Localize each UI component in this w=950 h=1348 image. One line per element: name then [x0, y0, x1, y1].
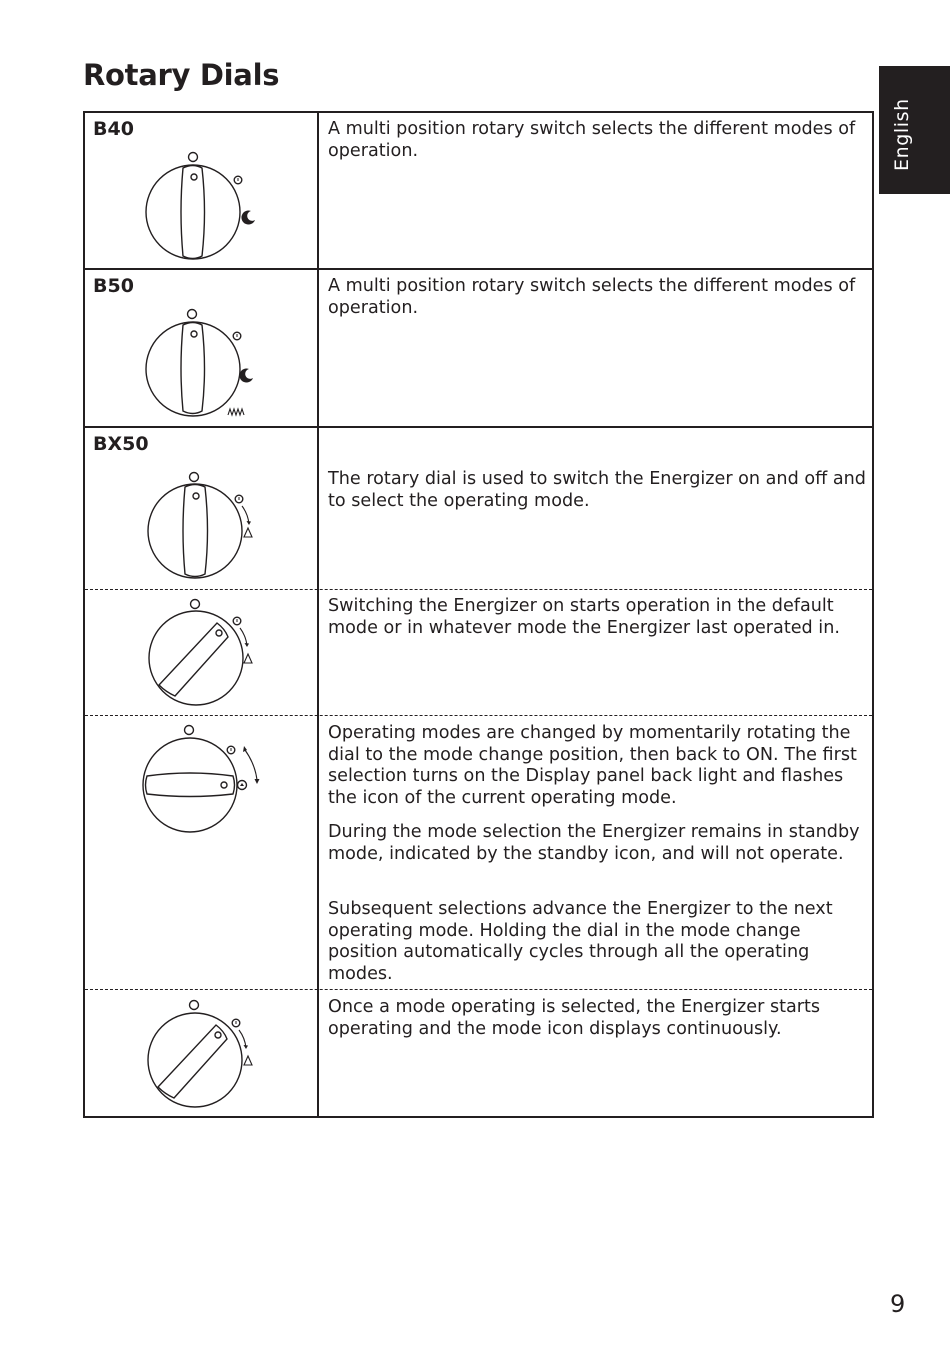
- table-row-divider-dashed: [85, 589, 872, 590]
- language-tab-label: English: [891, 98, 913, 171]
- rotary-dial-on-icon: [85, 997, 315, 1112]
- page-title: Rotary Dials: [83, 58, 280, 92]
- rotary-dial-mode-change-icon: [85, 722, 315, 837]
- next-mode-paragraph: Subsequent selections advance the Energizer to the next operating mode. Holding the dial in the mode change position automatically cycles through all the operating modes.: [328, 899, 833, 984]
- table-row-divider: [83, 426, 874, 428]
- table-column-divider: [317, 111, 319, 1118]
- table-row-divider: [83, 268, 874, 270]
- table-row-divider-dashed: [85, 715, 872, 716]
- rotary-dial-off-icon: [85, 468, 315, 583]
- rotary-dial-b40-icon: [85, 148, 315, 263]
- page-number: 9: [890, 1290, 906, 1318]
- bx50-selected-description: Once a mode operating is selected, the Energizer starts operating and the mode icon displays continuously.: [328, 997, 821, 1039]
- model-label-b50: B50: [93, 275, 134, 297]
- model-label-bx50: BX50: [93, 433, 149, 455]
- b40-description: A multi position rotary switch selects the different modes of operation.: [328, 119, 856, 161]
- table-row-divider-dashed: [85, 989, 872, 990]
- rotary-dial-on-icon: [85, 596, 315, 711]
- rotary-dial-b50-icon: [85, 305, 315, 420]
- b50-description: A multi position rotary switch selects the different modes of operation.: [328, 276, 856, 318]
- model-label-b40: B40: [93, 118, 134, 140]
- language-tab: [879, 66, 950, 194]
- bx50-off-description: The rotary dial is used to switch the Energizer on and off and to select the operating mode.: [328, 469, 866, 511]
- mode-change-paragraph: Operating modes are changed by momentarily rotating the dial to the mode change position, then back to ON. The first selection turns on the Display panel back light and flashes the icon of the current operating mode.: [328, 723, 857, 808]
- bx50-on-description: Switching the Energizer on starts operation in the default mode or in whatever mode the Energizer last operated in.: [328, 596, 840, 638]
- standby-paragraph: During the mode selection the Energizer remains in standby mode, indicated by the standby icon, and will not operate.: [328, 822, 860, 864]
